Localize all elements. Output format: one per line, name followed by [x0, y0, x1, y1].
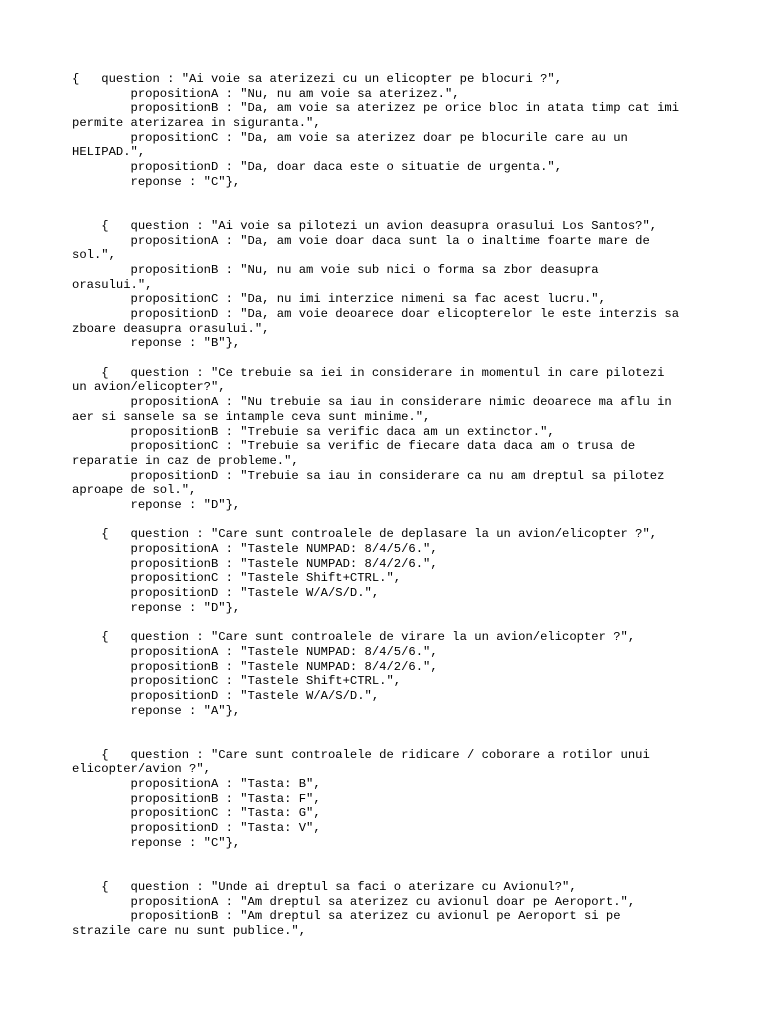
code-line: propositionB : "Tastele NUMPAD: 8/4/2/6.",	[72, 659, 438, 674]
code-line: { question : "Care sunt controalele de deplasare la un avion/elicopter ?",	[72, 527, 658, 542]
code-line: HELIPAD.",	[72, 145, 146, 160]
code-line: reparatie in caz de probleme.",	[72, 453, 299, 468]
code-line: propositionB : "Am dreptul sa aterizez cu avionul pe Aeroport si pe	[72, 909, 621, 924]
code-line: un avion/elicopter?",	[72, 380, 226, 395]
code-line: elicopter/avion ?",	[72, 762, 211, 777]
code-line	[72, 850, 712, 865]
code-line: propositionA : "Am dreptul sa aterizez cu avionul doar pe Aeroport.",	[72, 894, 636, 909]
code-line: propositionC : "Da, nu imi interzice nimeni sa fac acest lucru.",	[72, 292, 606, 307]
code-line: sol.",	[72, 248, 116, 263]
code-line	[72, 733, 712, 748]
code-line: reponse : "C"},	[72, 174, 241, 189]
code-line: { question : "Ce trebuie sa iei in considerare in momentul in care pilotezi	[72, 365, 665, 380]
code-line: reponse : "A"},	[72, 703, 241, 718]
code-line: strazile care nu sunt publice.",	[72, 923, 307, 938]
code-line: orasului.",	[72, 277, 153, 292]
code-line	[72, 204, 712, 219]
code-line: propositionC : "Tasta: G",	[72, 806, 321, 821]
code-line: propositionD : "Trebuie sa iau in considerare ca nu am dreptul sa pilotez	[72, 468, 665, 483]
code-line: aer si sansele sa se intample ceva sunt minime.",	[72, 409, 431, 424]
code-line: zboare deasupra orasului.",	[72, 321, 270, 336]
code-line: { question : "Care sunt controalele de ridicare / coborare a rotilor unui	[72, 747, 650, 762]
code-line: { question : "Care sunt controalele de virare la un avion/elicopter ?",	[72, 630, 636, 645]
code-line: permite aterizarea in siguranta.",	[72, 116, 321, 131]
code-line	[72, 615, 712, 630]
code-line: propositionB : "Nu, nu am voie sub nici o forma sa zbor deasupra	[72, 262, 599, 277]
code-line: aproape de sol.",	[72, 483, 197, 498]
code-line: { question : "Ai voie sa pilotezi un avion deasupra orasului Los Santos?",	[72, 218, 658, 233]
code-line: propositionA : "Nu, nu am voie sa aterizez.",	[72, 86, 460, 101]
code-line: propositionC : "Da, am voie sa aterizez doar pe blocurile care au un	[72, 130, 628, 145]
code-line: { question : "Ai voie sa aterizezi cu un elicopter pe blocuri ?",	[72, 72, 563, 86]
code-line: reponse : "B"},	[72, 336, 241, 351]
code-line: propositionD : "Tasta: V",	[72, 821, 321, 836]
code-line: propositionC : "Tastele Shift+CTRL.",	[72, 571, 402, 586]
code-line: propositionC : "Trebuie sa verific de fiecare data daca am o trusa de	[72, 439, 636, 454]
code-line: propositionA : "Tastele NUMPAD: 8/4/5/6.",	[72, 542, 438, 556]
code-line: propositionA : "Tasta: B",	[72, 777, 321, 791]
code-line: propositionD : "Tastele W/A/S/D.",	[72, 586, 380, 601]
code-line: { question : "Unde ai dreptul sa faci o aterizare cu Avionul?",	[72, 879, 577, 894]
code-line: reponse : "D"},	[72, 497, 241, 512]
code-line	[72, 718, 712, 733]
code-line	[72, 865, 712, 880]
code-line: propositionB : "Tasta: F",	[72, 791, 321, 806]
code-line: propositionD : "Da, doar daca este o situatie de urgenta.",	[72, 160, 563, 175]
code-line	[72, 351, 712, 366]
code-line: propositionA : "Da, am voie doar daca sunt la o inaltime foarte mare de	[72, 233, 650, 248]
code-line: propositionB : "Tastele NUMPAD: 8/4/2/6.",	[72, 556, 438, 571]
code-line: reponse : "C"},	[72, 835, 241, 850]
code-line: propositionC : "Tastele Shift+CTRL.",	[72, 674, 402, 689]
code-line: reponse : "D"},	[72, 600, 241, 615]
code-line: propositionA : "Nu trebuie sa iau in considerare nimic deoarece ma aflu in	[72, 395, 672, 410]
code-line	[72, 513, 712, 528]
code-line: propositionD : "Tastele W/A/S/D.",	[72, 688, 380, 703]
code-line: propositionB : "Da, am voie sa aterizez pe orice bloc in atata timp cat imi	[72, 101, 680, 116]
code-line	[72, 190, 712, 205]
code-line: propositionA : "Tastele NUMPAD: 8/4/5/6.",	[72, 644, 438, 659]
code-line: propositionD : "Da, am voie deoarece doar elicopterelor le este interzis sa	[72, 307, 680, 321]
code-text-block	[72, 72, 712, 939]
code-line: propositionB : "Trebuie sa verific daca am un extinctor.",	[72, 424, 555, 439]
